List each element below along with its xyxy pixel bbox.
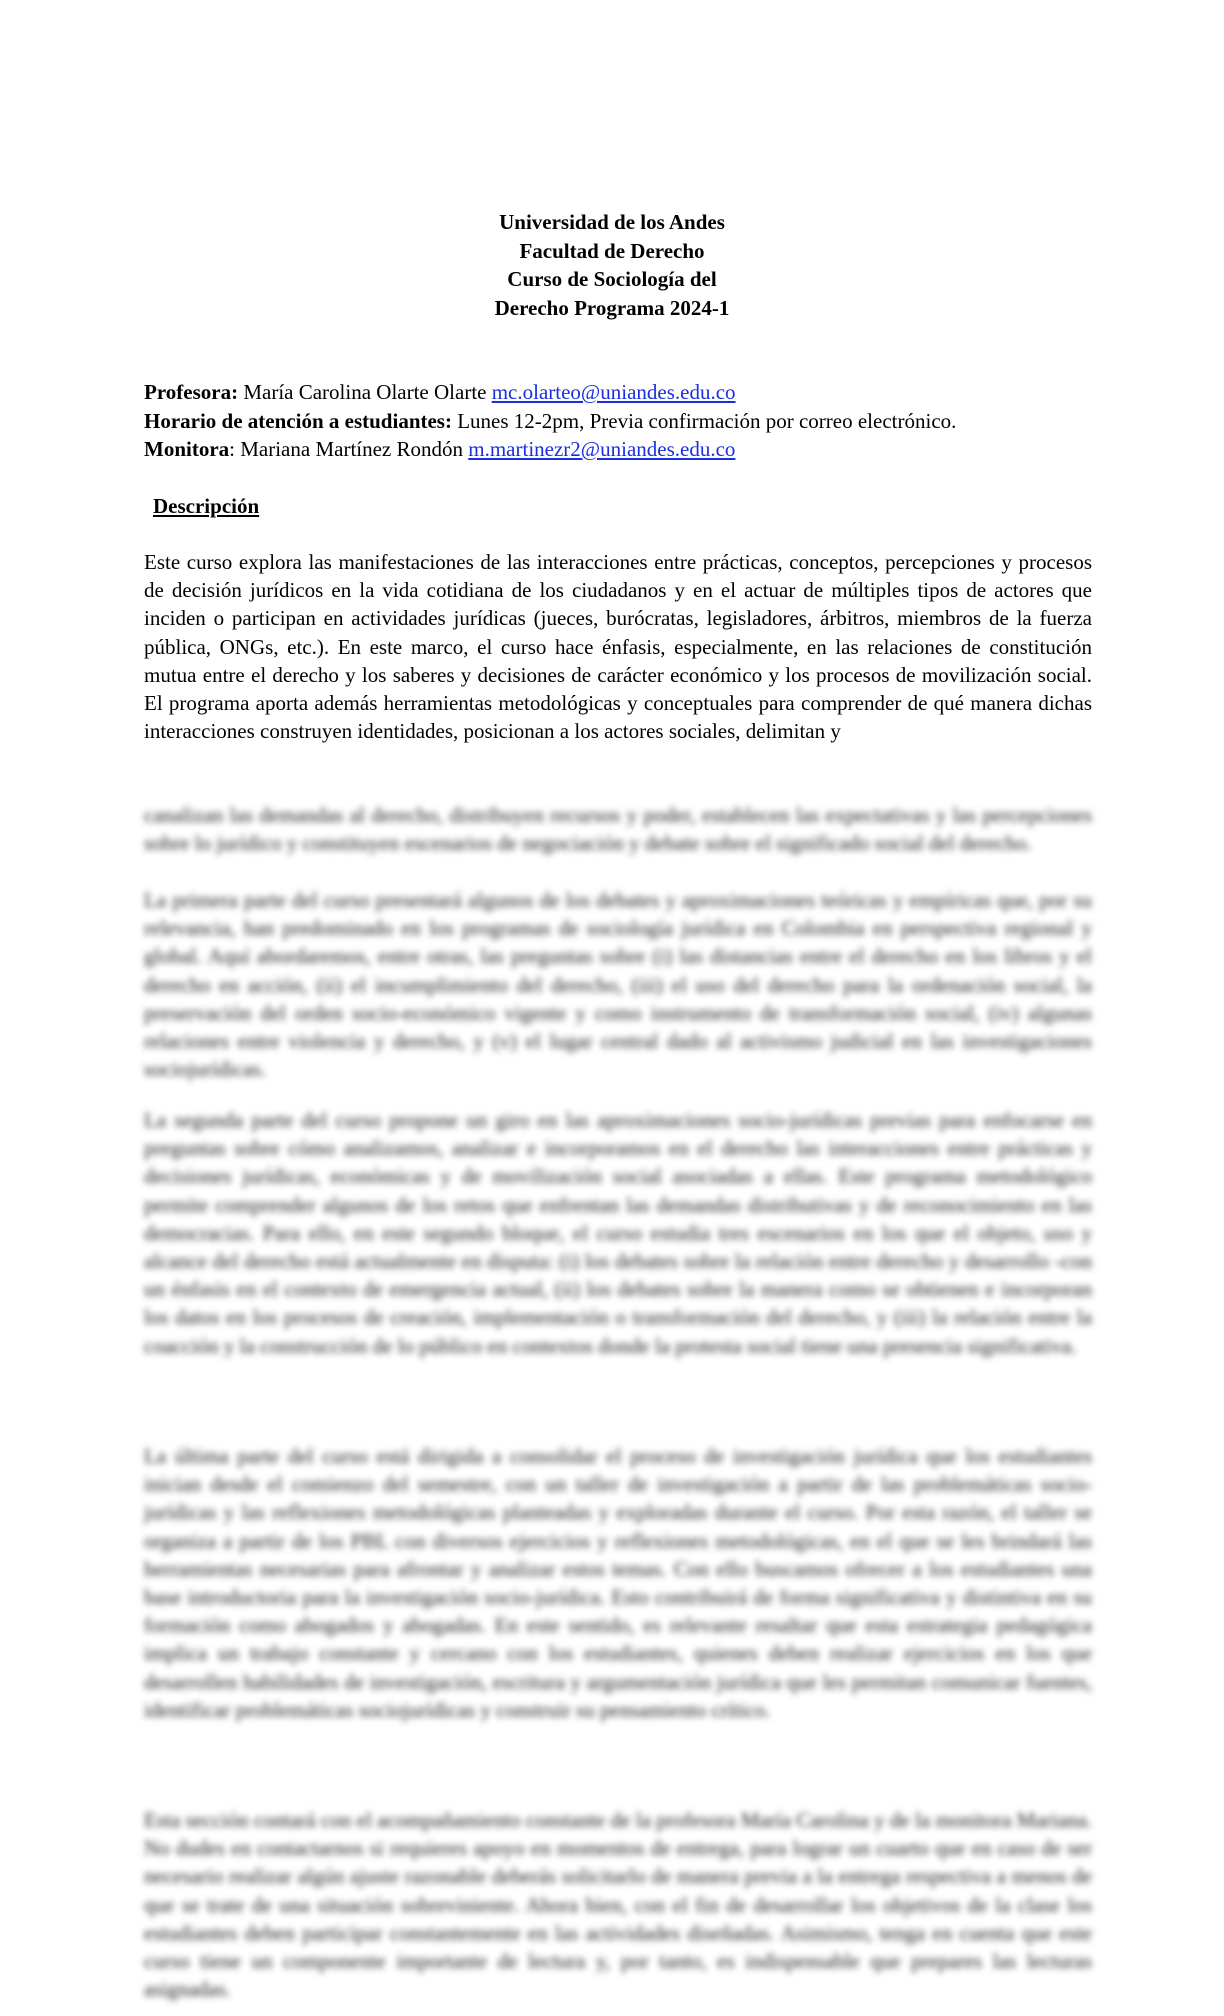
course-info — [144, 378, 1094, 464]
blurred-paragraph — [144, 1442, 1092, 1724]
blurred-text: La primera parte del curso presentará algunos de los debates y aproximaciones teóricas y empíricas que, por su relevancia, han predominado en los programas de sociología jurídica en Colombia en perspectiva regional y global. Aquí abordaremos, entre otras, las preguntas sobre (i) las distancias entre el derecho en los libros y el derecho en acción, (ii) el incumplimiento del derecho, (iii) el uso del derecho para la ordenación social, la preservación del orden socio-económico vigente y como instrumento de transformación social, (iv) algunas relaciones entre violencia y derecho, y (v) el lugar central dado al activismo judicial en las investigaciones sociojurídicas. — [144, 888, 1092, 1082]
office-hours-value: Lunes 12-2pm, Previa confirmación por correo electrónico. — [457, 408, 957, 433]
monitor-row — [144, 435, 1094, 464]
program-name: Derecho Programa 2024-1 — [494, 295, 730, 320]
university-name: Universidad de los Andes — [499, 210, 725, 234]
course-name: Curso de Sociología del — [507, 267, 717, 291]
document-header — [0, 208, 1224, 322]
blurred-text: La última parte del curso está dirigida a consolidar el proceso de investigación jurídica que los estudiantes inician desde el comienzo del semestre, con un taller de investigación a partir de las problemáticas socio-jurídicas y las reflexiones metodológicas planteadas y exploradas durante el curso. Por esta razón, el taller se organiza a partir de los PBL con diversos ejercicios y reflexiones metodológicas, en el que se les brindará las herramientas necesarias para afrontar y analizar estos temas. Con ello buscamos ofrecer a los estudiantes una base introductoria para la investigación socio-jurídica. Esto contribuirá de forma significativa y distintiva en su formación como abogados y abogadas. En este sentido, es relevante resaltar que esta estrategia pedagógica implica un trabajo constante y cercano con los estudiantes, quienes deben realizar ejercicios en los que desarrollen habilidades de investigación, escritura y argumentación jurídica que les permitan comunicar fuentes, identificar problemáticas sociojurídicas y construir su pensamiento crítico. — [144, 1444, 1092, 1722]
professor-row — [144, 378, 1094, 407]
office-hours-row — [144, 407, 1094, 436]
monitor-name: : Mariana Martínez Rondón — [229, 437, 464, 461]
blurred-paragraph — [144, 886, 1092, 1083]
blurred-text: Esta sección contará con el acompañamiento constante de la profesora María Carolina y de la monitora Mariana. No dudes en contactarnos si requieres apoyo en momentos de entrega, para lograr un cuarto que en caso de ser necesario realizar algún ajuste razonable deberás solicitarlo de manera previa a la entrega respectiva a menos de que se trate de una situación sobreviniente. Ahora bien, con el fin de desarrollar los objetivos de la clase los estudiantes deben participar constantemente en las actividades diseñadas. Asimismo, tenga en cuenta que este curso tiene un componente importante de lectura y, por tanto, es indispensable que prepares las lecturas asignadas. — [144, 1808, 1092, 2002]
blurred-text: La segunda parte del curso propone un giro en las aproximaciones socio-jurídicas previas para enfocarse en preguntas sobre cómo analizamos, analizar e incorporamos en el derecho las interacciones entre prácticas y decisiones jurídicas, económicas y de movilización social asociadas a ellas. Este programa metodológico permite comprender algunos de los retos que enfrentan las demandas distributivas y de reconocimiento en las democracias. Para ello, en este segundo bloque, el curso estudia tres escenarios en los que el objeto, uso y alcance del derecho está actualmente en disputa: (i) los debates sobre la relación entre derecho y desarrollo -con un énfasis en el contexto de emergencia actual, (ii) los debates sobre la manera como se obtienen e incorporan los datos en los procesos de creación, implementación o transformación del derecho, y (iii) la relación entre la coacción y la construcción de lo público en contextos donde la protesta social tiene una presencia significativa. — [144, 1108, 1092, 1358]
blurred-paragraph — [144, 1806, 1092, 2016]
monitor-email-link[interactable]: m.martinezr2@uniandes.edu.co — [468, 437, 736, 461]
description-body — [144, 548, 1092, 745]
blurred-paragraph — [144, 1106, 1092, 1360]
monitor-label: Monitora — [144, 437, 230, 461]
professor-email-link[interactable]: mc.olarteo@uniandes.edu.co — [491, 380, 736, 404]
professor-name: María Carolina Olarte Olarte — [243, 380, 487, 404]
blurred-paragraph — [144, 801, 1092, 857]
blurred-text: canalizan las demandas al derecho, distribuyen recursos y poder, establecen las expectativas y las percepciones sobre lo jurídico y constituyen escenarios de negociación y debate sobre el significado social del derecho. — [144, 803, 1092, 856]
description-heading: Descripción — [153, 494, 260, 518]
professor-label: Profesora: — [144, 380, 239, 404]
office-hours-label: Horario de atención a estudiantes: — [144, 408, 452, 433]
description-paragraph: Este curso explora las manifestaciones de las interacciones entre prácticas, conceptos, percepciones y procesos de decisión jurídicos en la vida cotidiana de los ciudadanos y en el actuar de múltiples tipos de actores que inciden o participan en actividades jurídicas (jueces, burócratas, legisladores, árbitros, miembros de la fuerza pública, ONGs, etc.). En este marco, el curso hace énfasis, especialmente, en las relaciones de constitución mutua entre el derecho y los saberes y decisiones de carácter económico y los procesos de movilización social. El programa aporta además herramientas metodológicas y conceptuales para comprender de qué manera dichas interacciones construyen identidades, posicionan a los actores sociales, delimitan y — [144, 550, 1092, 744]
faculty-name: Facultad de Derecho — [519, 238, 705, 263]
